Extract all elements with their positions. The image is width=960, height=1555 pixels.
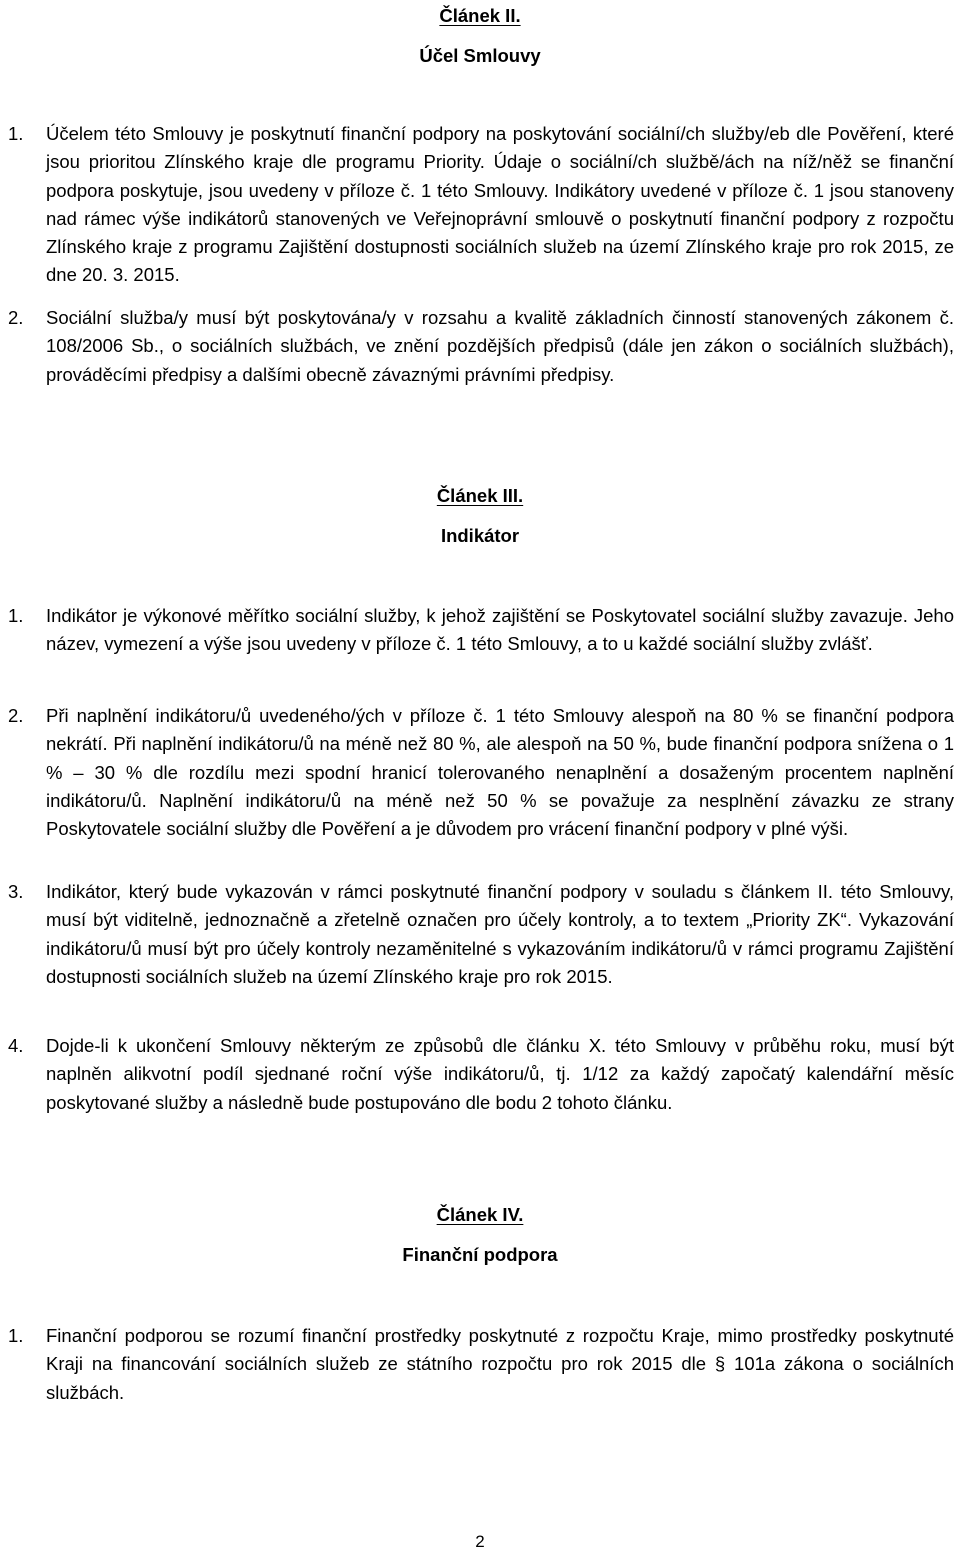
paragraph-text: Sociální služba/y musí být poskytována/y v rozsahu a kvalitě základních činností stanovených zákonem č. 108/2006 Sb., o sociálních službách, ve znění pozdějších předpisů (dále jen zákon o sociálních službách), prováděcími předpisy a dalšími obecně závaznými právními předpisy. [46, 307, 954, 385]
article-3-paragraph-4 [8, 1032, 954, 1117]
article-4-paragraph-1 [8, 1322, 954, 1407]
paragraph-text: Indikátor je výkonové měřítko sociální služby, k jehož zajištění se Poskytovatel sociální služby zavazuje. Jeho název, vymezení a výše jsou uvedeny v příloze č. 1 této Smlouvy, a to u každé sociální služby zvlášť. [46, 605, 954, 655]
paragraph-text: Účelem této Smlouvy je poskytnutí finanční podpory na poskytování sociální/ch služby/eb dle Pověření, které jsou prioritou Zlínského kraje dle programu Priority. Údaje o sociální/ch službě/ách na níž/něž se finanční podpora poskytuje, jsou uvedeny v příloze č. 1 této Smlouvy. Indikátory uvedené v příloze č. 1 jsou stanoveny nad rámec výše indikátorů stanovených ve Veřejnoprávní smlouvě o poskytnutí finanční podpory z rozpočtu Zlínského kraje z programu Zajištění dostupnosti sociálních služeb na území Zlínského kraje pro rok 2015, ze dne 20. 3. 2015. [46, 123, 954, 286]
paragraph-number: 4. [8, 1035, 24, 1056]
paragraph-number: 1. [8, 605, 24, 626]
article-4-number: Článek IV. [436, 1204, 524, 1225]
paragraph-number: 1. [8, 123, 24, 144]
article-2-number: Článek II. [439, 5, 521, 26]
article-2-paragraph-1 [8, 120, 954, 290]
page-number: 2 [475, 1532, 485, 1551]
paragraph-number: 2. [8, 307, 24, 328]
paragraph-text: Dojde-li k ukončení Smlouvy některým ze způsobů dle článku X. této Smlouvy v průběhu roku, musí být naplněn alikvotní podíl sjednané roční výše indikátoru/ů, tj. 1/12 za každý započatý kalendářní měsíc poskytované služby a následně bude postupováno dle bodu 2 tohoto článku. [46, 1035, 954, 1113]
paragraph-text: Indikátor, který bude vykazován v rámci poskytnuté finanční podpory v souladu s článkem II. této Smlouvy, musí být viditelně, jednoznačně a zřetelně označen pro účely kontroly, a to textem „Priority ZK“. Vykazování indikátoru/ů musí být pro účely kontroly nezaměnitelné s vykazováním indikátoru/ů v rámci programu Zajištění dostupnosti sociálních služeb na území Zlínského kraje pro rok 2015. [46, 881, 954, 987]
article-3-paragraph-3 [8, 878, 954, 991]
paragraph-number: 3. [8, 881, 24, 902]
paragraph-text: Při naplnění indikátoru/ů uvedeného/ých v příloze č. 1 této Smlouvy alespoň na 80 % se finanční podpora nekrátí. Při naplnění indikátoru/ů na méně než 80 %, ale alespoň na 50 %, bude finanční podpora snížena o 1 % – 30 % dle rozdílu mezi spodní hranicí tolerovaného nenaplnění a dosaženým procentem naplnění indikátoru/ů. Naplnění indikátoru/ů na méně než 50 % se považuje za nesplnění závazku ze strany Poskytovatele sociální služby dle Pověření a je důvodem pro vrácení finanční podpory v plné výši. [46, 705, 954, 840]
article-3-paragraph-2 [8, 702, 954, 843]
article-4-title: Finanční podpora [402, 1244, 558, 1265]
article-3-number: Článek III. [436, 485, 524, 506]
article-3-title: Indikátor [440, 525, 520, 546]
paragraph-number: 1. [8, 1325, 24, 1346]
paragraph-text: Finanční podporou se rozumí finanční prostředky poskytnuté z rozpočtu Kraje, mimo prostředky poskytnuté Kraji na financování sociálních služeb ze státního rozpočtu pro rok 2015 dle § 101a zákona o sociálních službách. [46, 1325, 954, 1403]
article-3-paragraph-1 [8, 602, 954, 659]
article-2-title: Účel Smlouvy [419, 45, 541, 66]
article-2-paragraph-2 [8, 304, 954, 389]
paragraph-number: 2. [8, 705, 24, 726]
